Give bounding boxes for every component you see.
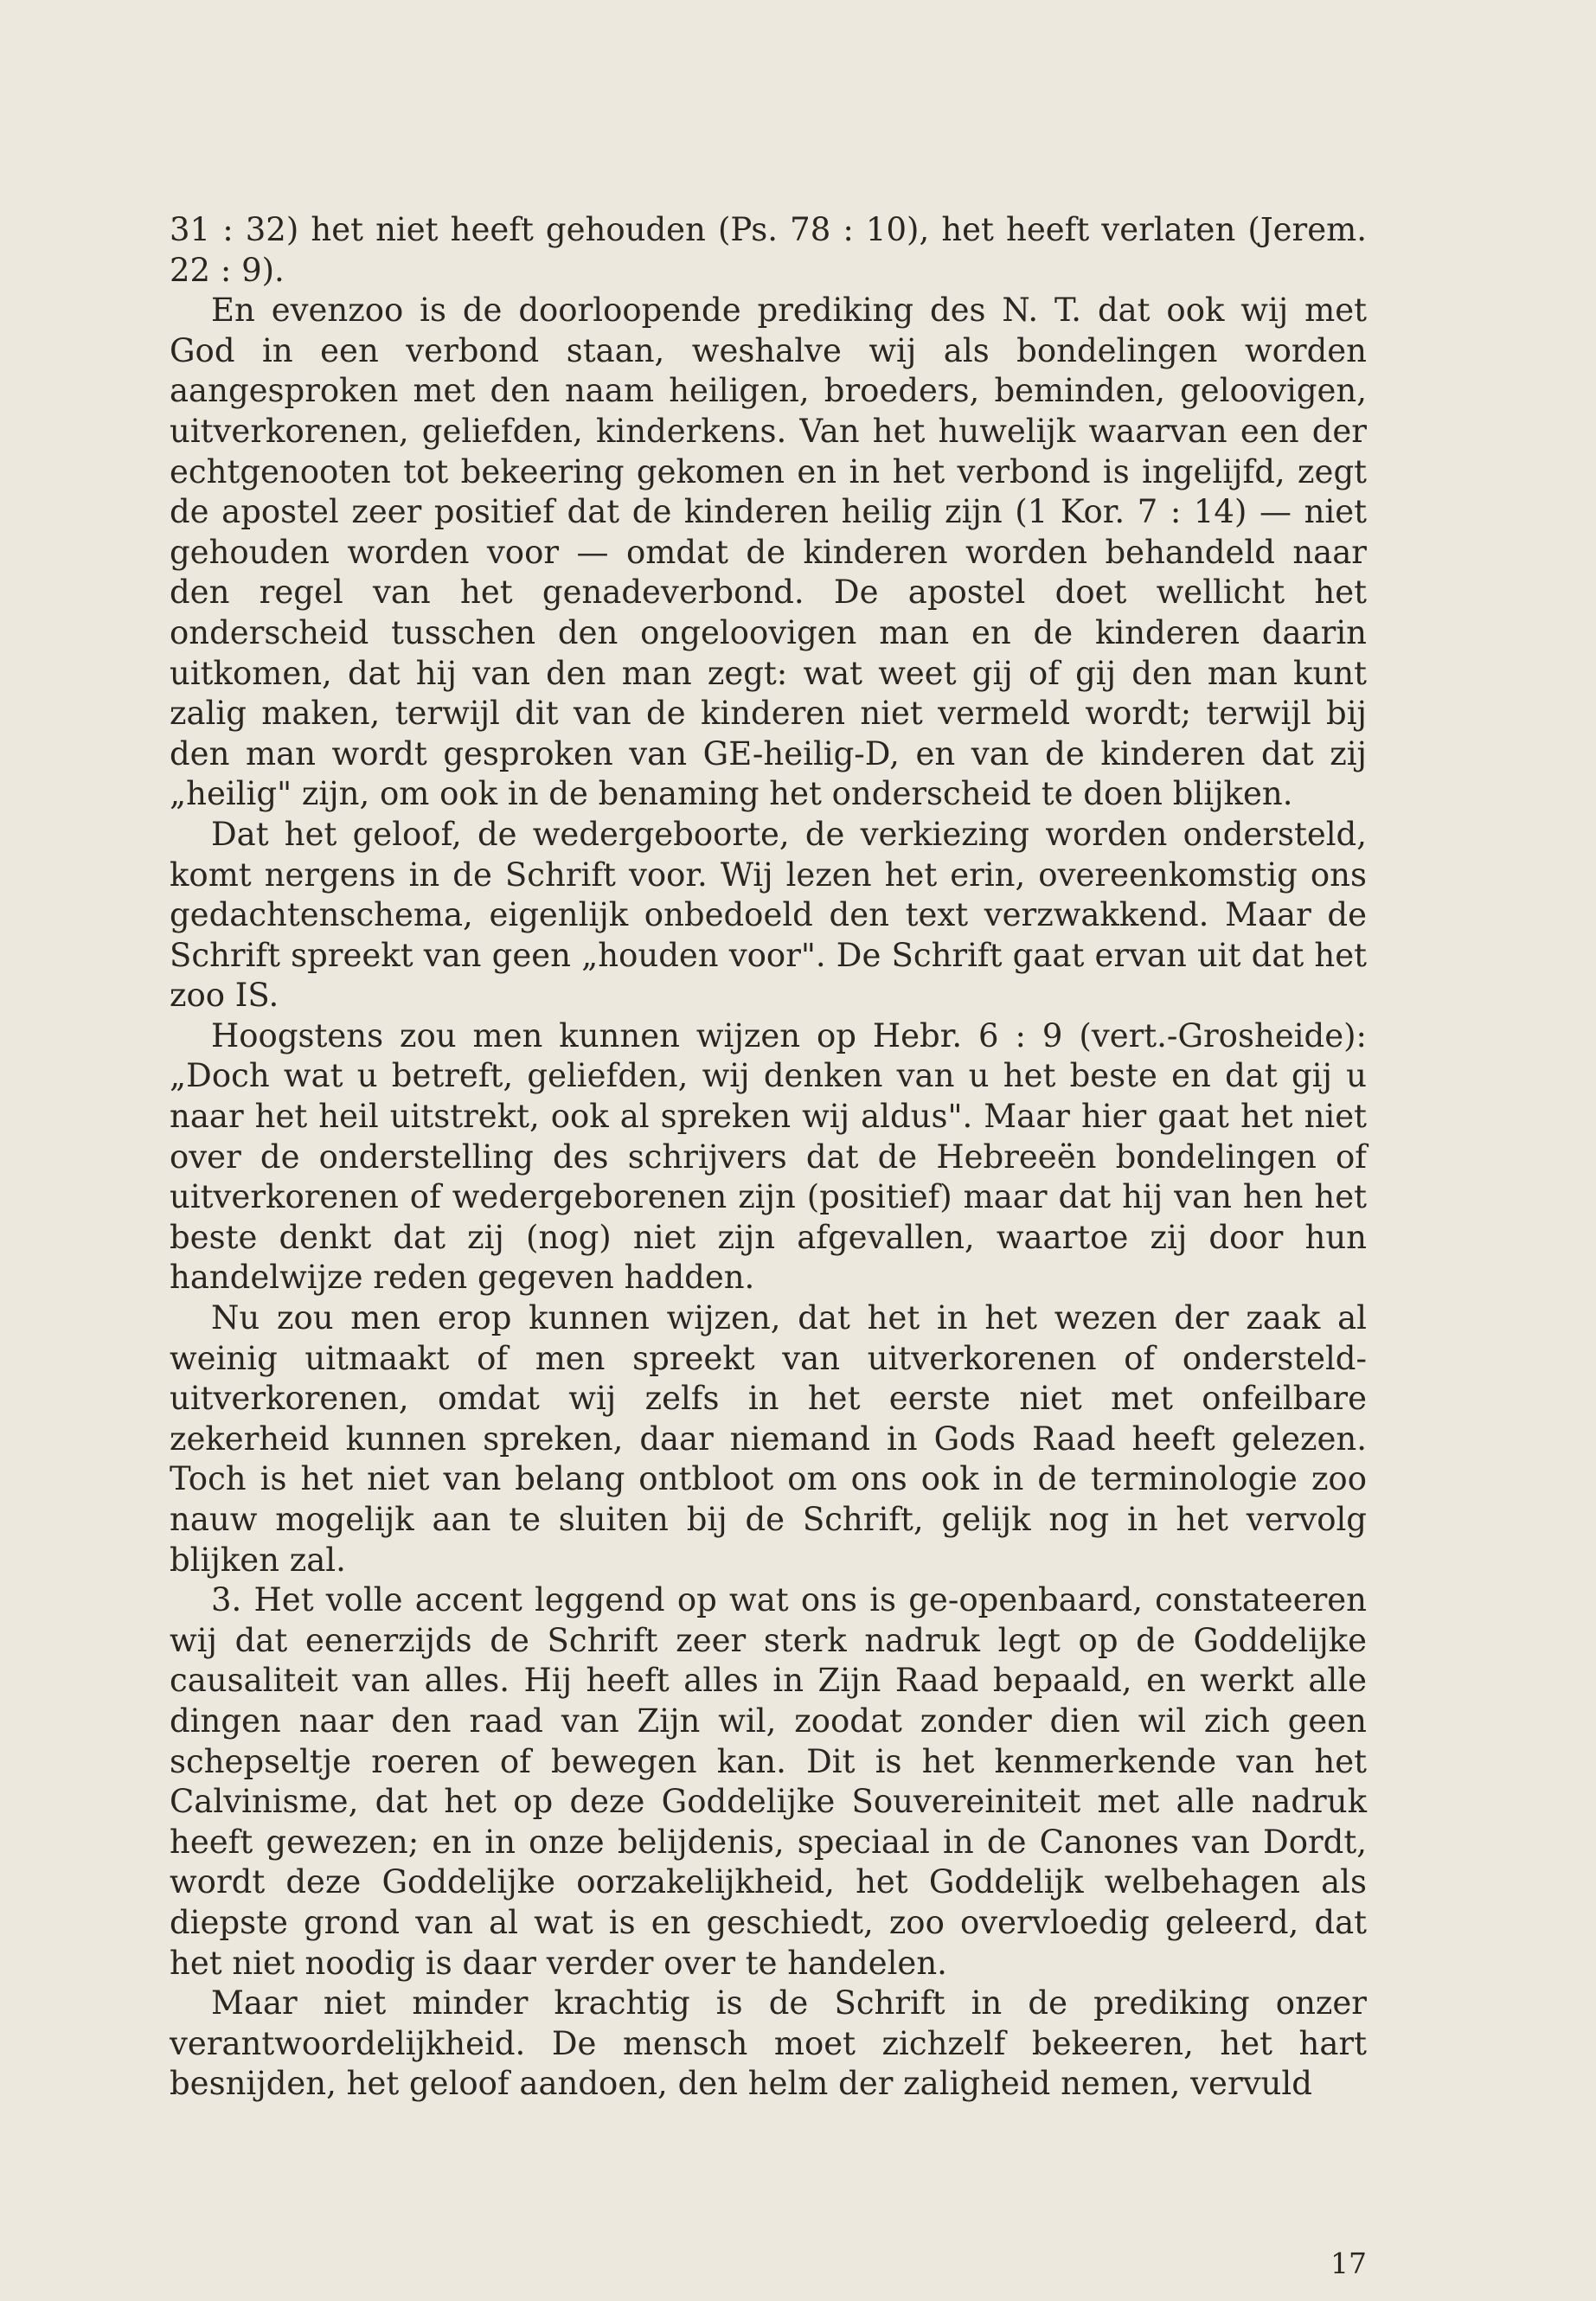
paragraph-hebrews: Hoogstens zou men kunnen wijzen op Hebr. 6 : 9 (vert.-Grosheide): „Doch wat u betreft, geliefden, wij denken van u het beste en dat gij u naar het heil uitstrekt, ook al spreken wij aldus". Maar hier gaat het niet over de onderstelling des schrijvers dat de Hebreeën bondelingen of uitverkorenen of wedergeborenen zijn (positief) maar dat hij van hen het beste denkt dat zij (nog) niet zijn afgevallen, waartoe zij door hun handelwijze reden gegeven hadden.	[170, 1016, 1367, 1297]
paragraph-new-testament: En evenzoo is de doorloopende prediking des N. T. dat ook wij met God in een verbond staan, weshalve wij als bondelingen worden aangesproken met den naam heiligen, broeders, beminden, geloovigen, uitverkorenen, geliefden, kinderkens. Van het huwelijk waarvan een der echtgenooten tot bekeering gekomen en in het verbond is ingelijfd, zegt de apostel zeer positief dat de kinderen heilig zijn (1 Kor. 7 : 14) — niet gehouden worden voor — omdat de kinderen worden behandeld naar den regel van het genadeverbond. De apostel doet wellicht het onderscheid tusschen den ongeloovigen man en de kinderen daarin uitkomen, dat hij van den man zegt: wat weet gij of gij den man kunt zalig maken, terwijl dit van de kinderen niet vermeld wordt; terwijl bij den man wordt gesproken van GE-heilig-D, en van de kinderen dat zij „heilig" zijn, om ook in de benaming het onderscheid te doen blijken.	[170, 292, 1367, 813]
paragraph-faith-presupposed: Dat het geloof, de wedergeboorte, de verkiezing worden ondersteld, komt nergens in de Schrift voor. Wij lezen het erin, overeenkomstig ons gedachtenschema, eigenlijk onbedoeld den text verzwakkend. Maar de Schrift spreekt van geen „houden voor". De Schrift gaat ervan uit dat het zoo IS.	[170, 815, 1367, 1015]
page-number: 17	[1330, 2247, 1367, 2280]
body-text	[170, 210, 1367, 2105]
paragraph-continuation: 31 : 32) het niet heeft gehouden (Ps. 78 : 10), het heeft verlaten (Jerem. 22 : 9).	[170, 211, 1367, 289]
paragraph-responsibility: Maar niet minder krachtig is de Schrift in de prediking onzer verantwoordelijkheid. De mensch moet zichzelf bekeeren, het hart besnijden, het geloof aandoen, den helm der zaligheid nemen, vervuld	[170, 1984, 1367, 2103]
paragraph-section-3: 3. Het volle accent leggend op wat ons is ge-openbaard, constateeren wij dat eenerzijds de Schrift zeer sterk nadruk legt op de Goddelijke causaliteit van alles. Hij heeft alles in Zijn Raad bepaald, en werkt alle dingen naar den raad van Zijn wil, zoodat zonder dien wil zich geen schepseltje roeren of bewegen kan. Dit is het kenmerkende van het Calvinisme, dat het op deze Goddelijke Souvereiniteit met alle nadruk heeft gewezen; en in onze belijdenis, speciaal in de Canones van Dordt, wordt deze Goddelijke oorzakelijkheid, het Goddelijk welbehagen als diepste grond van al wat is en geschiedt, zoo overvloedig geleerd, dat het niet noodig is daar verder over te handelen.	[170, 1581, 1367, 1982]
paragraph-terminology: Nu zou men erop kunnen wijzen, dat het in het wezen der zaak al weinig uitmaakt of men spreekt van uitverkorenen of ondersteld-uitverkorenen, omdat wij zelfs in het eerste niet met onfeilbare zekerheid kunnen spreken, daar niemand in Gods Raad heeft gelezen. Toch is het niet van belang ontbloot om ons ook in de terminologie zoo nauw mogelijk aan te sluiten bij de Schrift, gelijk nog in het vervolg blijken zal.	[170, 1299, 1367, 1579]
